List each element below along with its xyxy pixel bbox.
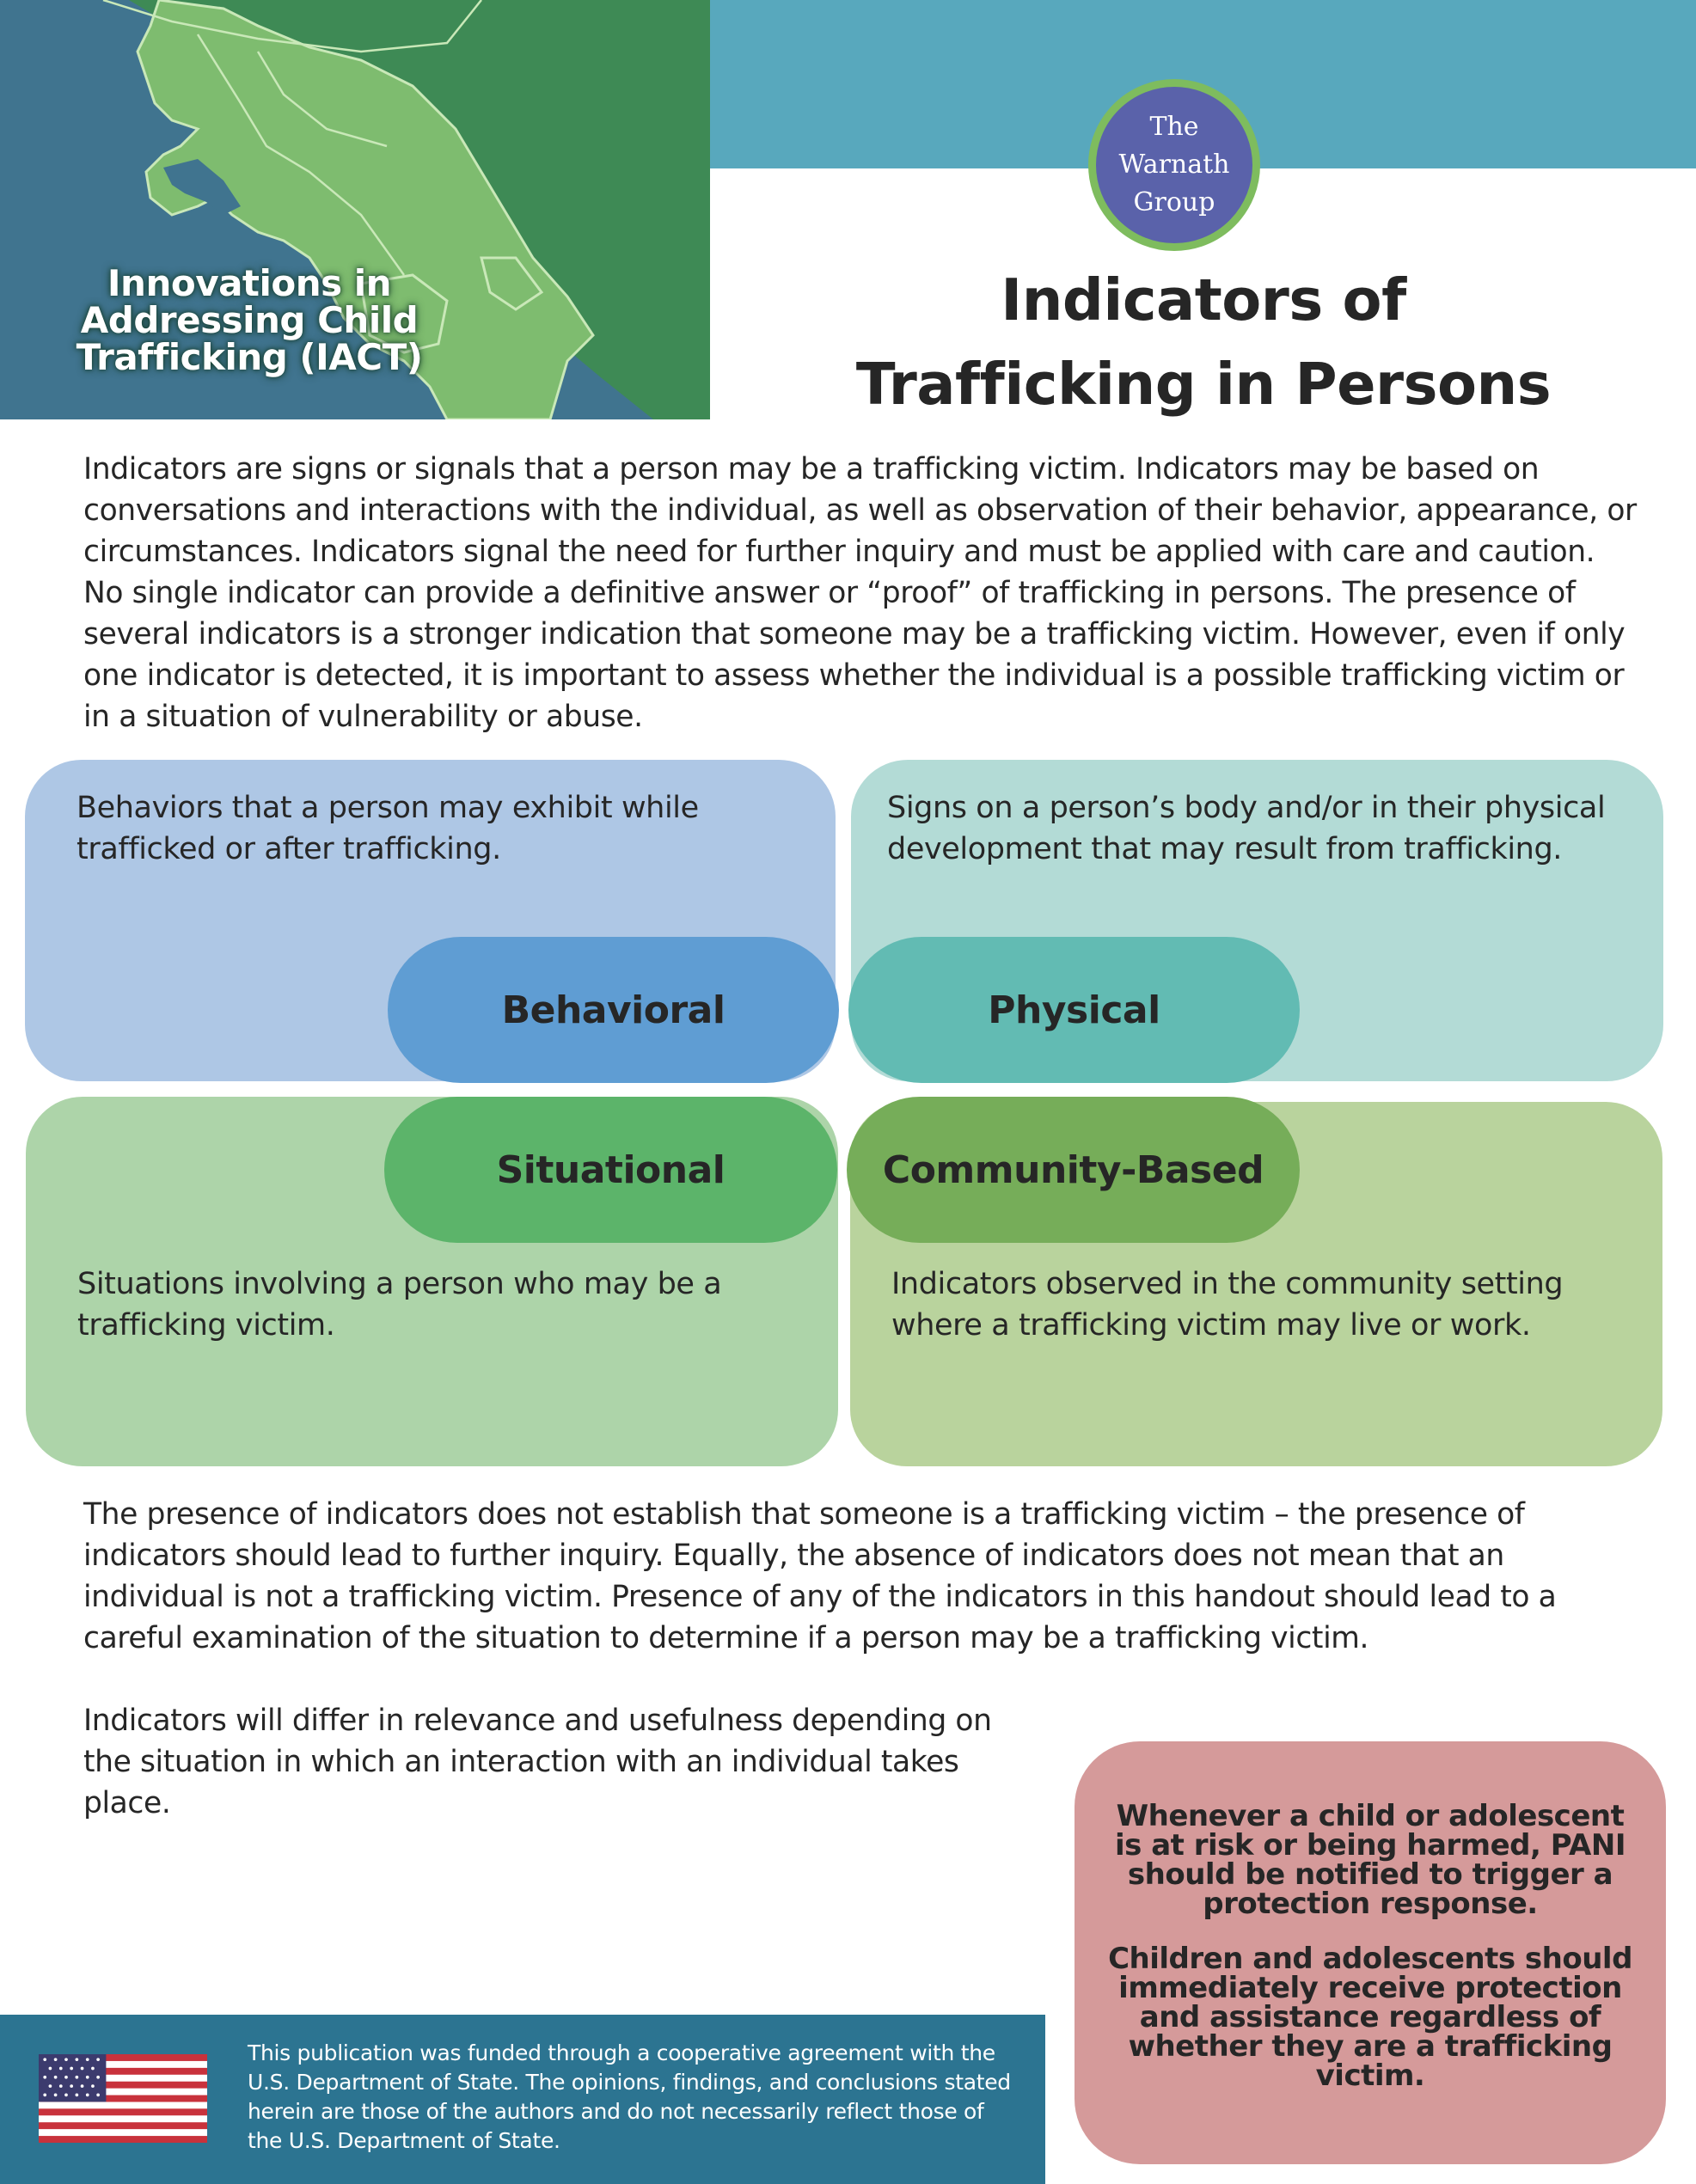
document-title-line-2: Trafficking in Persons	[855, 351, 1552, 418]
logo-line-2: Warnath	[1118, 150, 1230, 180]
logo-line-1: The	[1149, 112, 1199, 142]
funding-disclaimer: This publication was funded through a cooperative agreement with the U.S. Department of State. The opinions, findings, and conclusions stated herein are those of the authors and do not necessarily reflect those of the U.S. Department of State.	[248, 2040, 1011, 2153]
physical-description: Signs on a person’s body and/or in their physical development that may result from trafficking.	[887, 791, 1606, 866]
situational-label: Situational	[384, 1097, 837, 1243]
pani-callout	[1075, 1741, 1666, 2164]
warnath-group-logo	[1088, 79, 1260, 251]
behavioral-label: Behavioral	[388, 937, 839, 1083]
callout-line-2: Children and adolescents should immediately receive protection and assistance regardless of whether they are a trafficking victim.	[1108, 1942, 1632, 2093]
community-description: Indicators observed in the community setting where a trafficking victim may live or work.	[891, 1267, 1564, 1343]
program-title: Innovations in Addressing Child Trafficking (IACT)	[76, 262, 423, 378]
document-title	[774, 258, 1633, 426]
physical-label: Physical	[848, 937, 1300, 1083]
intro-paragraph: Indicators are signs or signals that a person may be a trafficking victim. Indicators may be based on conversations and interactions with the individual, as well as observation of their behavior, appearance, or circumstances. Indicators signal the need for further inquiry and must be applied with care and caution. No single indicator can provide a definitive answer or “proof” of trafficking in persons. The presence of several indicators is a stronger indication that someone may be a trafficking victim. However, even if only one indicator is detected, it is important to assess whether the individual is a possible trafficking victim or in a situation of vulnerability or abuse.	[83, 452, 1637, 734]
community-based-label: Community-Based	[847, 1097, 1300, 1243]
closing-paragraph-2: Indicators will differ in relevance and usefulness depending on the situation in which an interaction with an individual takes place.	[83, 1704, 992, 1820]
logo-line-3: Group	[1133, 187, 1215, 217]
us-flag-icon	[39, 2054, 207, 2143]
situational-description: Situations involving a person who may be a trafficking victim.	[77, 1267, 722, 1343]
behavioral-description: Behaviors that a person may exhibit while trafficked or after trafficking.	[77, 791, 699, 866]
closing-paragraph-1: The presence of indicators does not establish that someone is a trafficking victim – the presence of indicators should lead to further inquiry. Equally, the absence of indicators does not mean that an individual is not a trafficking victim. Presence of any of the indicators in this handout should lead to a careful examination of the situation to determine if a person may be a trafficking victim.	[83, 1497, 1557, 1655]
document-title-line-1: Indicators of	[1001, 266, 1406, 333]
callout-line-1: Whenever a child or adolescent is at risk or being harmed, PANI should be notified to trigger a protection response.	[1115, 1799, 1626, 1921]
